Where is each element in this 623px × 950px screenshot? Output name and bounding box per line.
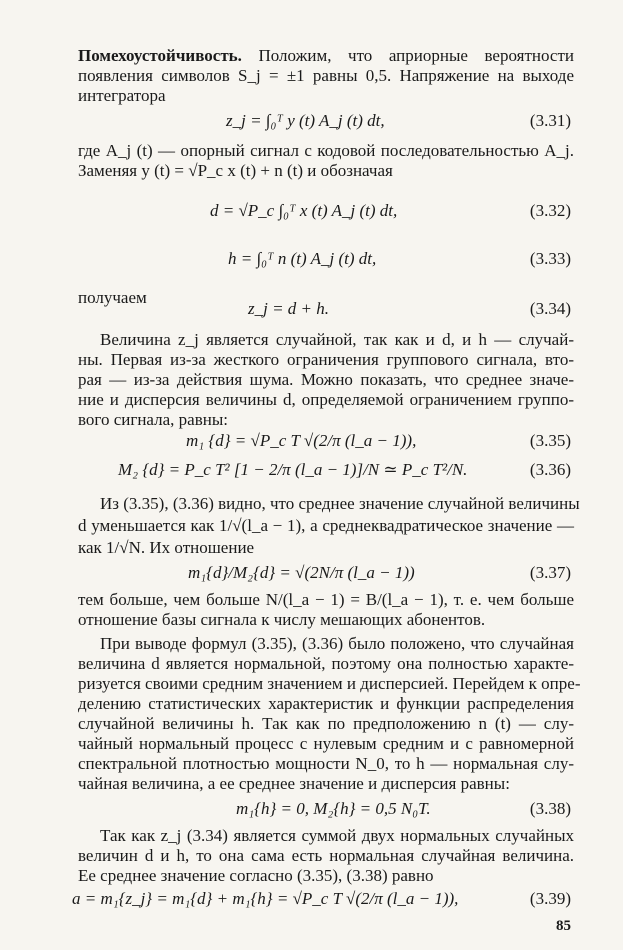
text-line: интегратора (78, 86, 166, 105)
text-line (78, 46, 574, 66)
text-line: Заменяя y (t) = √P_c x (t) + n (t) и обозначая (78, 161, 393, 180)
page-number: 85 (556, 918, 571, 934)
equation: m₁{d}/M₂{d} = √(2N/π (l_a − 1)) (188, 563, 415, 582)
text-line: рая — из-за действия шума. Можно показать, что среднее значе- (78, 370, 574, 389)
equation: m₁{h} = 0, M₂{h} = 0,5 N₀T. (236, 799, 431, 818)
text-line: отношение базы сигнала к числу мешающих абонентов. (78, 610, 486, 629)
equation: m₁ {d} = √P_c T √(2/π (l_a − 1)), (186, 431, 417, 450)
equation-number: (3.31) (529, 111, 571, 130)
equation-number: (3.34) (529, 299, 571, 318)
text-line: делению статистических характеристик и функции распределения (78, 694, 574, 713)
equation: z_j = d + h. (248, 299, 330, 318)
equation-number: (3.39) (529, 889, 571, 908)
text-line: величина d является нормальной, поэтому она полностью характе- (78, 654, 574, 673)
equation: a = m₁{z_j} = m₁{d} + m₁{h} = √P_c T √(2/π (l_a − 1)), (72, 889, 459, 908)
text-line: спектральной плотностью мощности N_0, то h — нормальная слу- (78, 754, 574, 773)
equation: d = √P_c ∫₀ᵀ x (t) A_j (t) dt, (210, 201, 398, 220)
text-line: вого сигнала, равны: (78, 410, 228, 429)
text-line: случайной величины h. Так как по предположению n (t) — слу- (78, 714, 574, 733)
text-line: Величина z_j является случайной, так как и d, и h — случай- (100, 330, 574, 349)
text-line: величин d и h, то она сама есть нормальная случайная величина. (78, 846, 574, 865)
text-line: появления символов S_j = ±1 равны 0,5. Напряжение на выходе (78, 66, 574, 85)
equation: M₂ {d} = P_c T² [1 − 2/π (l_a − 1)]/N ≃ P_c T²/N. (118, 460, 468, 479)
text-line: d уменьшается как 1/√(l_a − 1), а среднеквадратическое значение — (78, 516, 574, 535)
equation: z_j = ∫₀ᵀ y (t) A_j (t) dt, (226, 111, 385, 130)
text-line: тем больше, чем больше N/(l_a − 1) = B/(l_a − 1), т. е. чем больше (78, 590, 574, 609)
equation-number: (3.36) (529, 460, 571, 479)
text-line: ние и дисперсия величины d, определяемой ограничением группо- (78, 390, 574, 409)
text-line: При выводе формул (3.35), (3.36) было положено, что случайная (100, 634, 574, 653)
text-line: Так как z_j (3.34) является суммой двух нормальных случайных (100, 826, 574, 845)
equation: h = ∫₀ᵀ n (t) A_j (t) dt, (228, 249, 377, 268)
text-line: получаем (78, 288, 147, 307)
text-line: где A_j (t) — опорный сигнал с кодовой последовательностью A_j. (78, 141, 574, 160)
text-line: как 1/√N. Их отношение (78, 538, 255, 557)
heading-continuation: Положим, что априорные вероятности (241, 46, 574, 65)
equation-number: (3.37) (529, 563, 571, 582)
text-line: Ее среднее значение согласно (3.35), (3.38) равно (78, 866, 434, 885)
equation-number: (3.32) (529, 201, 571, 220)
equation-number: (3.33) (529, 249, 571, 268)
text-line: чайная величина, а ее среднее значение и дисперсия равны: (78, 774, 510, 793)
text-line: чайный нормальный процесс с нулевым средним и с равномерной (78, 734, 574, 753)
section-heading: Помехоустойчивость. (78, 46, 242, 65)
text-line: ны. Первая из-за жесткого ограничения группового сигнала, вто- (78, 350, 574, 369)
text-line: ризуется своими средним значением и дисперсией. Перейдем к опре- (78, 674, 581, 693)
text-line: Из (3.35), (3.36) видно, что среднее значение случайной величины (100, 494, 580, 513)
equation-number: (3.38) (529, 799, 571, 818)
equation-number: (3.35) (529, 431, 571, 450)
